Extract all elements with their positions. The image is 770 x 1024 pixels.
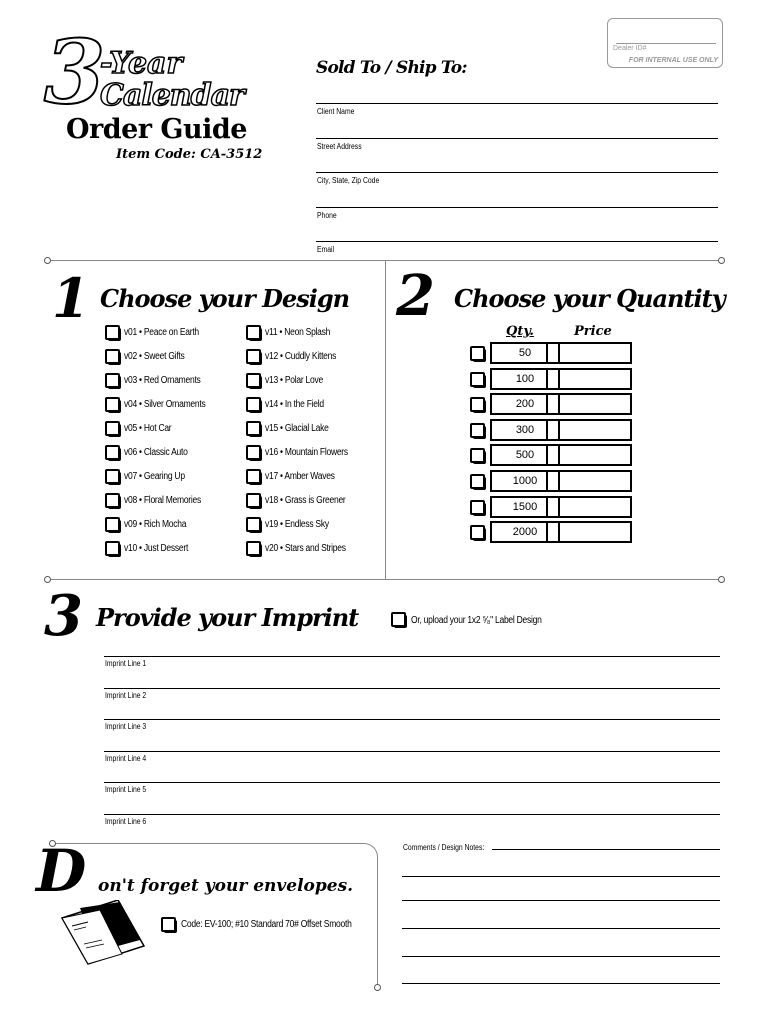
price-field[interactable] — [546, 496, 632, 518]
envelope-code: Code: EV-100; #10 Standard 70# Offset Smooth — [181, 919, 352, 930]
comments-line-2[interactable] — [402, 876, 720, 877]
imprint-line[interactable] — [104, 782, 720, 783]
upload-label-checkbox[interactable] — [391, 612, 406, 627]
quantity-checkbox[interactable] — [470, 397, 485, 412]
imprint-step-number: 3 — [44, 583, 83, 649]
imprint-line-label: Imprint Line 5 — [105, 785, 147, 795]
internal-use-label: FOR INTERNAL USE ONLY — [628, 57, 718, 64]
price-field[interactable] — [546, 368, 632, 390]
design-option-label: v16 • Mountain Flowers — [265, 447, 348, 458]
quantity-value: 300 — [490, 419, 560, 441]
design-checkbox[interactable] — [105, 397, 120, 412]
imprint-line-label: Imprint Line 6 — [105, 817, 147, 826]
design-option-label: v15 • Glacial Lake — [265, 423, 329, 434]
design-checkbox[interactable] — [246, 469, 261, 484]
design-checkbox[interactable] — [246, 325, 261, 340]
design-option-label: v19 • Endless Sky — [265, 519, 329, 530]
design-checkbox[interactable] — [246, 349, 261, 364]
design-checkbox[interactable] — [105, 349, 120, 364]
quantity-value: 1000 — [490, 470, 560, 492]
price-field[interactable] — [546, 444, 632, 466]
design-checkbox[interactable] — [105, 445, 120, 460]
quantity-checkbox[interactable] — [470, 525, 485, 540]
quantity-value: 100 — [490, 368, 560, 390]
title-line-year: -Year — [100, 46, 183, 81]
price-field[interactable] — [546, 342, 632, 364]
price-field[interactable] — [546, 393, 632, 415]
design-option-label: v12 • Cuddly Kittens — [265, 351, 337, 362]
comments-line-6[interactable] — [402, 983, 720, 984]
quantity-value: 1500 — [490, 496, 560, 518]
design-checkbox[interactable] — [105, 493, 120, 508]
imprint-line-label: Imprint Line 4 — [105, 753, 147, 763]
quantity-checkbox[interactable] — [470, 500, 485, 515]
quantity-value: 500 — [490, 444, 560, 466]
dealer-id-label: Dealer ID# — [613, 45, 647, 52]
divider-vertical — [385, 261, 386, 579]
divider-top — [48, 260, 720, 261]
comments-line-5[interactable] — [402, 956, 720, 957]
quantity-checkbox[interactable] — [470, 372, 485, 387]
envelope-icon — [58, 900, 158, 966]
imprint-line[interactable] — [104, 751, 720, 752]
city-state-zip-line[interactable] — [316, 172, 718, 173]
quantity-title: Choose your Quantity — [454, 284, 725, 313]
divider-middle-right-dot — [718, 576, 725, 583]
dealer-id-box[interactable] — [607, 18, 723, 68]
design-option-label: v02 • Sweet Gifts — [124, 351, 185, 362]
design-option-label: v08 • Floral Memories — [124, 495, 201, 506]
title-line-order-guide: Order Guide — [66, 114, 247, 145]
design-title: Choose your Design — [100, 284, 350, 313]
envelope-bracket-bottom-dot — [374, 984, 381, 991]
design-option-label: v17 • Amber Waves — [265, 471, 335, 482]
email-label: Email — [317, 245, 335, 254]
imprint-title: Provide your Imprint — [96, 603, 359, 632]
dealer-id-line — [616, 43, 716, 44]
city-state-zip-label: City, State, Zip Code — [317, 176, 380, 185]
client-name-line[interactable] — [316, 103, 718, 104]
design-checkbox[interactable] — [105, 469, 120, 484]
envelope-checkbox[interactable] — [161, 917, 176, 932]
email-line[interactable] — [316, 241, 718, 242]
quantity-checkbox[interactable] — [470, 346, 485, 361]
imprint-line[interactable] — [104, 688, 720, 689]
quantity-value: 2000 — [490, 521, 560, 543]
design-option-label: v11 • Neon Splash — [265, 327, 331, 338]
imprint-line[interactable] — [104, 814, 720, 815]
quantity-value: 200 — [490, 393, 560, 415]
design-option-label: v18 • Grass is Greener — [265, 495, 346, 506]
title-line-calendar: Calendar — [100, 78, 244, 113]
divider-middle-left-dot — [44, 576, 51, 583]
envelope-title: on't forget your envelopes. — [98, 876, 354, 896]
design-checkbox[interactable] — [246, 493, 261, 508]
title-digit: 3 — [44, 20, 106, 124]
quantity-checkbox[interactable] — [470, 448, 485, 463]
client-name-label: Client Name — [317, 107, 355, 116]
street-address-label: Street Address — [317, 142, 362, 151]
design-checkbox[interactable] — [105, 325, 120, 340]
envelope-title-initial: D — [36, 837, 87, 905]
quantity-checkbox[interactable] — [470, 474, 485, 489]
design-checkbox[interactable] — [246, 517, 261, 532]
comments-line-4[interactable] — [402, 928, 720, 929]
divider-middle — [48, 579, 720, 580]
quantity-checkbox[interactable] — [470, 423, 485, 438]
imprint-line[interactable] — [104, 719, 720, 720]
design-checkbox[interactable] — [246, 541, 261, 556]
divider-top-right-dot — [718, 257, 725, 264]
phone-line[interactable] — [316, 207, 718, 208]
design-checkbox[interactable] — [105, 421, 120, 436]
price-field[interactable] — [546, 470, 632, 492]
design-checkbox[interactable] — [105, 373, 120, 388]
phone-label: Phone — [317, 211, 337, 220]
imprint-line-label: Imprint Line 2 — [105, 690, 147, 700]
design-option-label: v13 • Polar Love — [265, 375, 323, 386]
comments-line-1[interactable] — [492, 849, 720, 850]
design-checkbox[interactable] — [246, 421, 261, 436]
design-option-label: v20 • Stars and Stripes — [265, 543, 346, 554]
design-option-label: v06 • Classic Auto — [124, 447, 188, 458]
comments-line-3[interactable] — [402, 900, 720, 901]
design-checkbox[interactable] — [105, 541, 120, 556]
design-option-label: v03 • Red Ornaments — [124, 375, 201, 386]
imprint-line[interactable] — [104, 656, 720, 657]
imprint-line-label: Imprint Line 1 — [105, 659, 147, 668]
design-option-label: v05 • Hot Car — [124, 423, 172, 434]
design-checkbox[interactable] — [246, 445, 261, 460]
design-step-number: 1 — [52, 266, 90, 330]
design-option-label: v04 • Silver Ornaments — [124, 399, 206, 410]
design-checkbox[interactable] — [105, 517, 120, 532]
design-option-label: v07 • Gearing Up — [124, 471, 185, 482]
quantity-step-number: 2 — [396, 263, 435, 329]
upload-label-text: Or, upload your 1x2 ⁵⁄₈" Label Design — [411, 615, 542, 626]
comments-label: Comments / Design Notes: — [403, 843, 485, 852]
price-field[interactable] — [546, 521, 632, 543]
quantity-value: 50 — [490, 342, 560, 364]
design-option-label: v14 • In the Field — [265, 399, 324, 410]
sold-to-title: Sold To / Ship To: — [316, 58, 467, 78]
design-checkbox[interactable] — [246, 373, 261, 388]
qty-header: Qty. — [506, 324, 534, 339]
item-code: Item Code: CA-3512 — [116, 147, 263, 162]
design-option-label: v01 • Peace on Earth — [124, 327, 199, 338]
design-option-label: v09 • Rich Mocha — [124, 519, 187, 530]
price-header: Price — [574, 324, 612, 339]
street-address-line[interactable] — [316, 138, 718, 139]
divider-top-left-dot — [44, 257, 51, 264]
design-checkbox[interactable] — [246, 397, 261, 412]
imprint-line-label: Imprint Line 3 — [105, 722, 147, 732]
price-field[interactable] — [546, 419, 632, 441]
design-option-label: v10 • Just Dessert — [124, 543, 189, 554]
